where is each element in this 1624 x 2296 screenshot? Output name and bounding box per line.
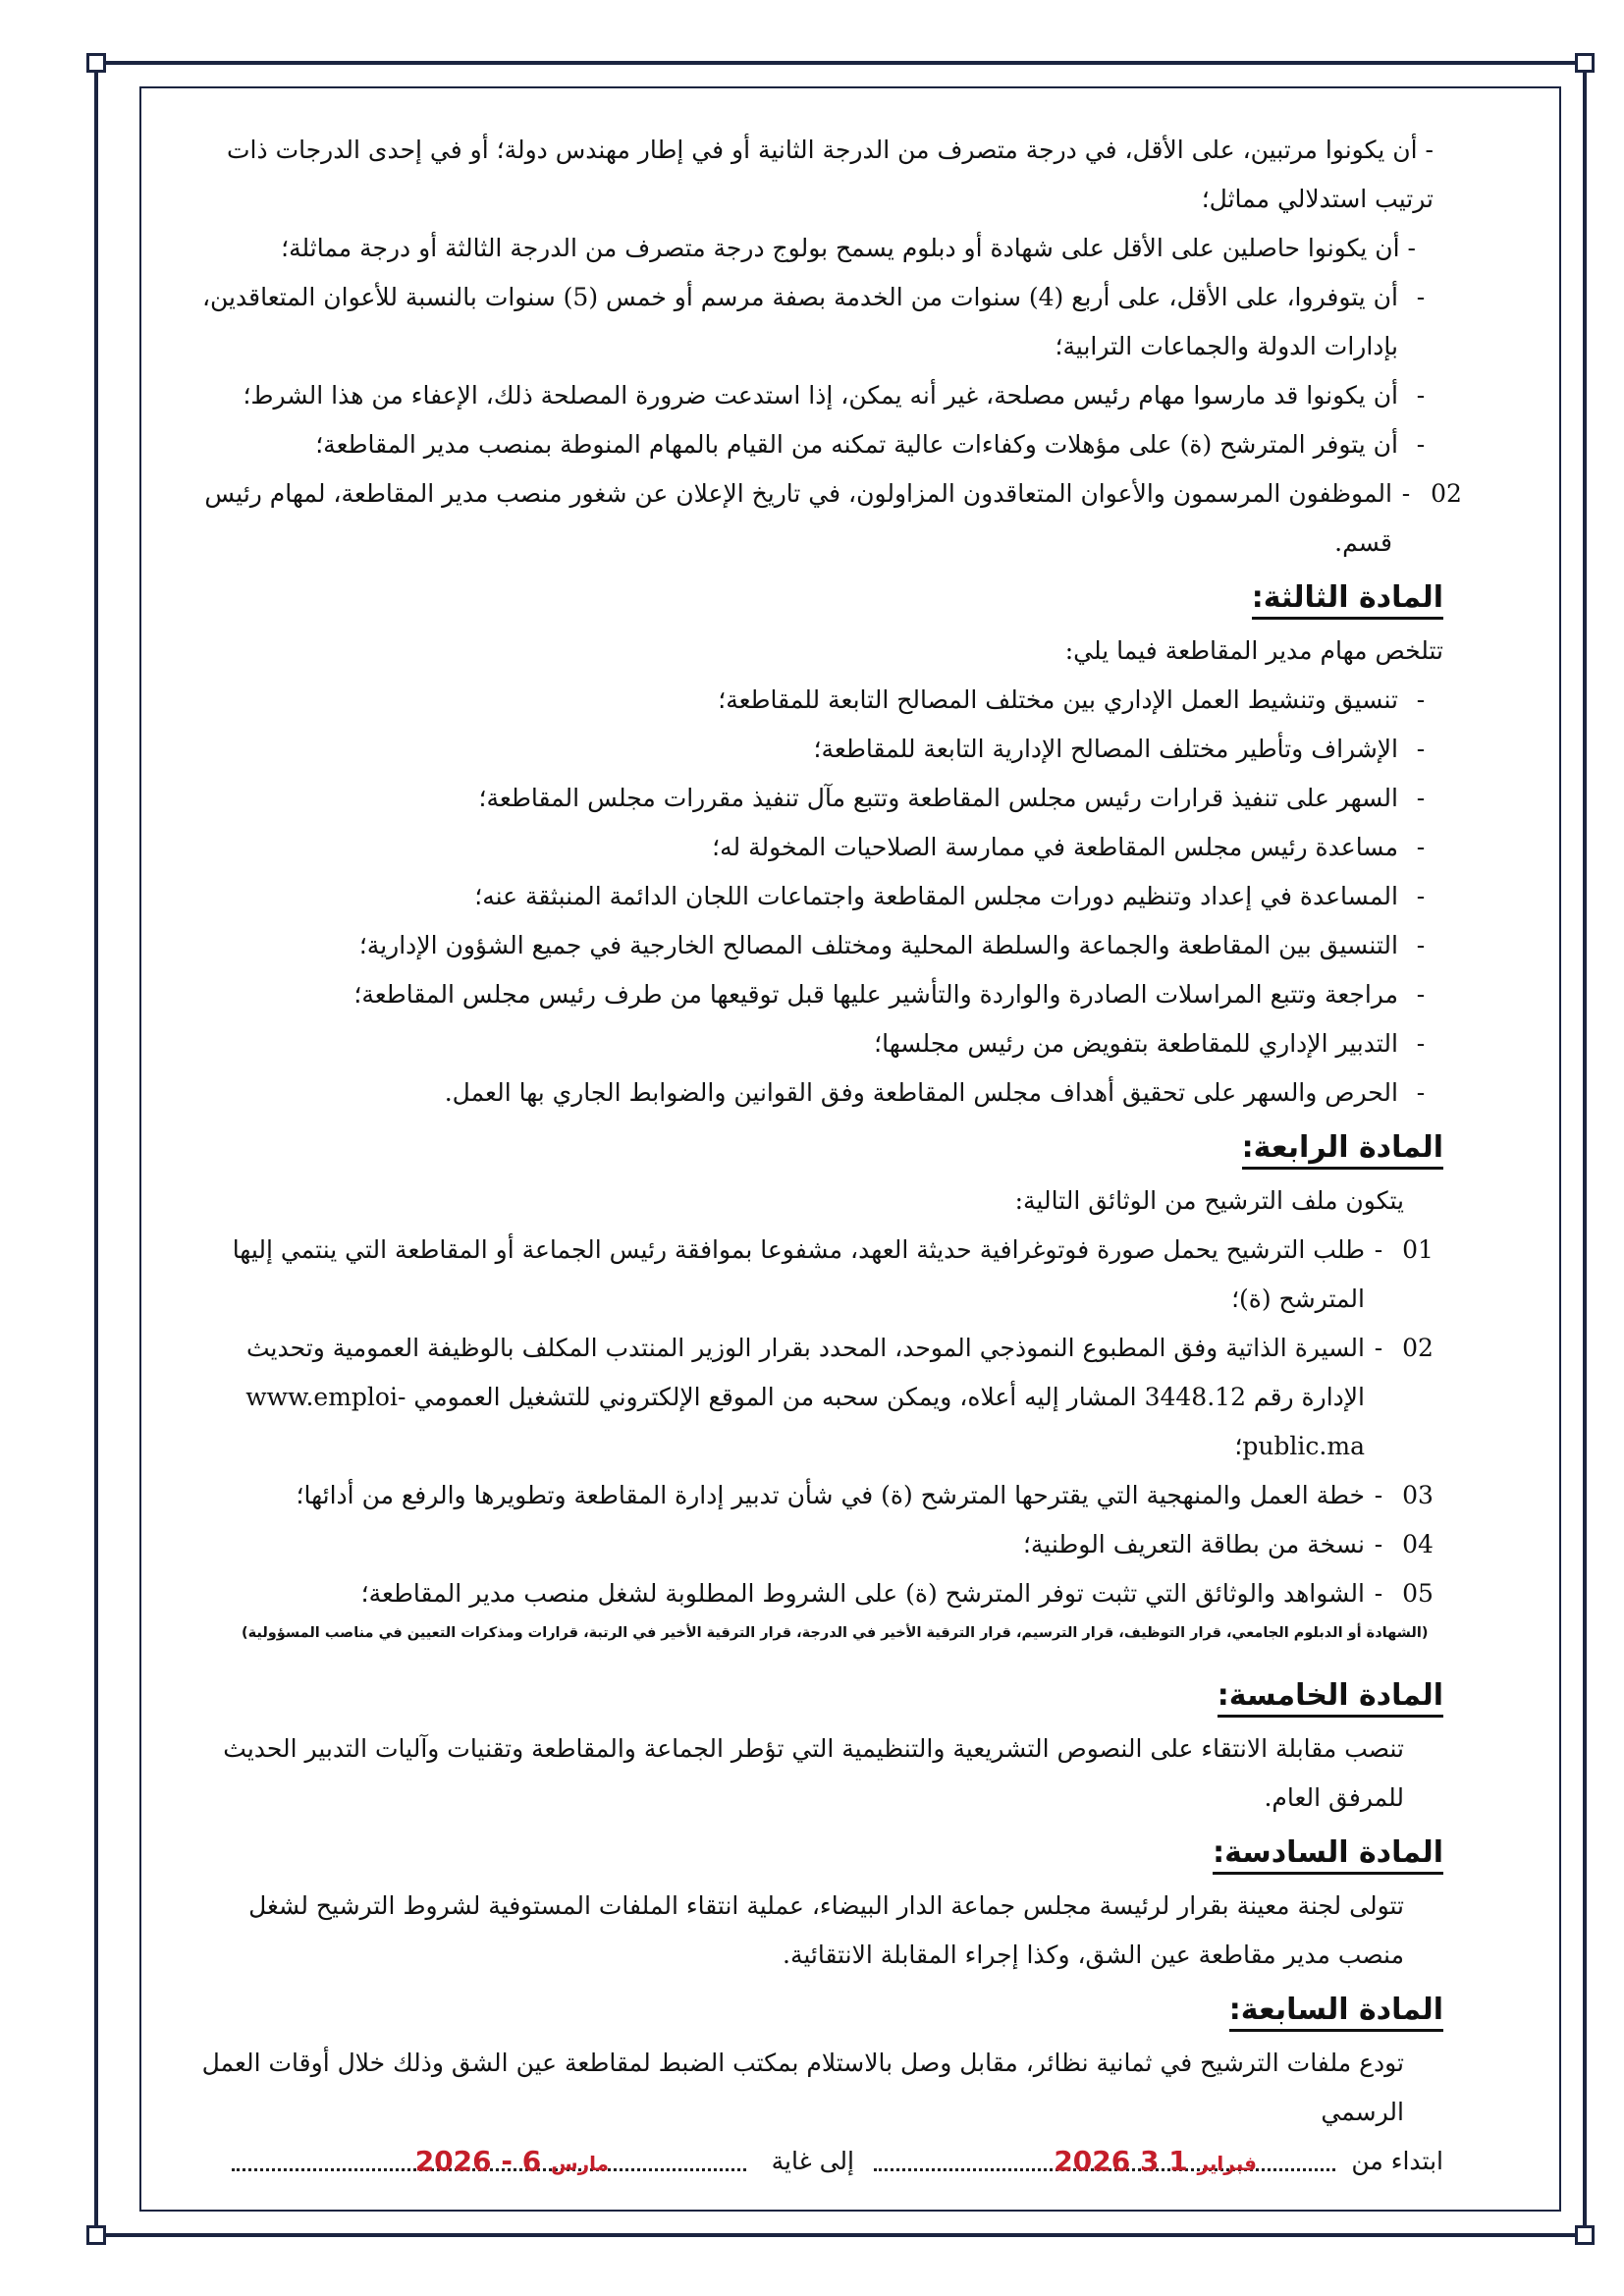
bullet-dash: -: [1416, 430, 1426, 459]
frame-corner-top-right: [1575, 53, 1595, 73]
article-3-item: - مراجعة وتتبع المراسلات الصادرة والواردة والتأشير عليها قبل توقيعها من طرف رئيس مجلس المقاطعة؛: [353, 980, 1426, 1009]
article-3-item: - الحرص والسهر على تحقيق أهداف مجلس المقاطعة وفق القوانين والضوابط الجاري بها العمل.: [444, 1078, 1426, 1107]
condition-qualifications: - أن يتوفر المترشح (ة) على مؤهلات وكفاءات عالية تمكنه من القيام بالمهام المنوطة بمنصب مدير المقاطعة؛: [183, 420, 1443, 469]
article-4-item: 05 - الشواهد والوثائق التي تثبت توفر المترشح (ة) على الشروط المطلوبة لشغل منصب مدير المقاطعة؛: [360, 1579, 1434, 1608]
start-date-stamp: 2026 فبراير 1 3: [1054, 2145, 1257, 2177]
article-3-item: - التنسيق بين المقاطعة والجماعة والسلطة المحلية ومختلف المصالح الخارجية في جميع الشؤون الإدارية؛: [358, 931, 1426, 959]
article-4-item: 03 - خطة العمل والمنهجية التي يقترحها المترشح (ة) في شأن تدبير إدارة المقاطعة وتطويرها والرفع من أدائها؛: [296, 1481, 1434, 1509]
article-3-item: - تنسيق وتنشيط العمل الإداري بين مختلف المصالح التابعة للمقاطعة؛: [718, 685, 1426, 714]
article-7-text: تودع ملفات الترشيح في ثمانية نظائر، مقابل وصل بالاستلام بمكتب الضبط لمقاطعة عين الشق وذلك خلال أوقات العمل الرسمي: [201, 2049, 1404, 2126]
end-date-stamp: 2026 - مارس 6: [414, 2145, 609, 2177]
article-4-item: 02 - السيرة الذاتية وفق المطبوع النموذجي الموحد، المحدد بقرار الوزير المنتدب المكلف بالوظيفة العمومية وتحديث الإدارة رقم 3448.12 المشار إليه أعلاه، ويمكن سحبه من الموقع الإلكتروني للتشغيل العمومي www.emploi-public.ma؛: [245, 1334, 1434, 1460]
condition-head-of-service: - أن يكونوا قد مارسوا مهام رئيس مصلحة، غير أنه يمكن، إذا استدعت ضرورة المصلحة ذلك، الإعفاء من هذا الشرط؛: [183, 371, 1443, 420]
condition-rank: - أن يكونوا مرتبين، على الأقل، في درجة متصرف من الدرجة الثانية أو في إطار مهندس دولة؛ أو في إحدى الدرجات ذات ترتيب استدلالي مماثل؛: [227, 136, 1434, 213]
article-3-item: - السهر على تنفيذ قرارات رئيس مجلس المقاطعة وتتبع مآل تنفيذ مقررات مجلس المقاطعة؛: [478, 784, 1426, 812]
article-4-item: 01 - طلب الترشيح يحمل صورة فوتوغرافية حديثة العهد، مشفوعا بموافقة رئيس الجماعة أو المقاطعة التي ينتمي إليها المترشح (ة)؛: [232, 1235, 1434, 1313]
to-label: إلى غاية: [771, 2147, 854, 2175]
article-5-heading: المادة الخامسة:: [183, 1669, 1443, 1722]
frame-corner-top-left: [86, 53, 106, 73]
frame-corner-bottom-right: [1575, 2225, 1595, 2245]
article-5-text: تنصب مقابلة الانتقاء على النصوص التشريعية والتنظيمية التي تؤطر الجماعة والمقاطعة وتقنيات وآليات التدبير الحديث للمرفق العام.: [223, 1734, 1404, 1812]
condition-division-heads: 02 - الموظفون المرسمون والأعوان المتعاقدون المزاولون، في تاريخ الإعلان عن شغور منصب مدير المقاطعة، لمهام رئيس قسم.: [183, 469, 1473, 568]
item-number: 02: [1431, 479, 1462, 508]
article-4-intro: يتكون ملف الترشيح من الوثائق التالية:: [1014, 1186, 1404, 1215]
article-3-item: - مساعدة رئيس مجلس المقاطعة في ممارسة الصلاحيات المخولة له؛: [712, 833, 1426, 861]
article-6-heading: المادة السادسة:: [183, 1827, 1443, 1880]
article-3-item: - الإشراف وتأطير مختلف المصالح الإدارية التابعة للمقاطعة؛: [813, 735, 1426, 763]
article-4-item: 04 - نسخة من بطاقة التعريف الوطنية؛: [1022, 1530, 1434, 1558]
article-3-heading: المادة الثالثة:: [183, 572, 1443, 625]
article-3-item: - المساعدة في إعداد وتنظيم دورات مجلس المقاطعة واجتماعات اللجان الدائمة المنبثقة عنه؛: [474, 882, 1426, 910]
item-dash: -: [1401, 479, 1411, 508]
frame-corner-bottom-left: [86, 2225, 106, 2245]
article-4-note: (الشهادة أو الدبلوم الجامعي، قرار التوظيف، قرار الترسيم، قرار الترقية الأخير في الدرجة، قرار الترقية الأخير في الرتبة، قرارات ومذكرات التعيين في مناصب المسؤولية): [242, 1625, 1429, 1641]
article-7-heading: المادة السابعة:: [183, 1984, 1443, 2037]
condition-diploma: - أن يكونوا حاصلين على الأقل على شهادة أو دبلوم يسمح بولوج درجة متصرف من الدرجة الثالثة أو درجة مماثلة؛: [281, 234, 1416, 262]
deposit-period: [183, 2137, 1443, 2186]
article-4-heading: المادة الرابعة:: [183, 1121, 1443, 1175]
bullet-dash: -: [1416, 381, 1426, 410]
from-label: ابتداء من: [1351, 2147, 1443, 2175]
condition-service-years: - أن يتوفروا، على الأقل، على أربع (4) سنوات من الخدمة بصفة مرسم أو خمس (5) سنوات بالنسبة للأعوان المتعاقدين، بإدارات الدولة والجماعات الترابية؛: [183, 273, 1443, 371]
article-3-item: - التدبير الإداري للمقاطعة بتفويض من رئيس مجلسها؛: [874, 1029, 1426, 1058]
bullet-dash: -: [1416, 283, 1426, 311]
article-6-text: تتولى لجنة معينة بقرار لرئيسة مجلس جماعة الدار البيضاء، عملية انتقاء الملفات المستوفية لشروط الترشيح لشغل منصب مدير مقاطعة عين الشق، وكذا إجراء المقابلة الانتقائية.: [248, 1891, 1404, 1969]
article-3-intro: تتلخص مهام مدير المقاطعة فيما يلي:: [1064, 636, 1443, 665]
document-body: [183, 126, 1462, 2198]
